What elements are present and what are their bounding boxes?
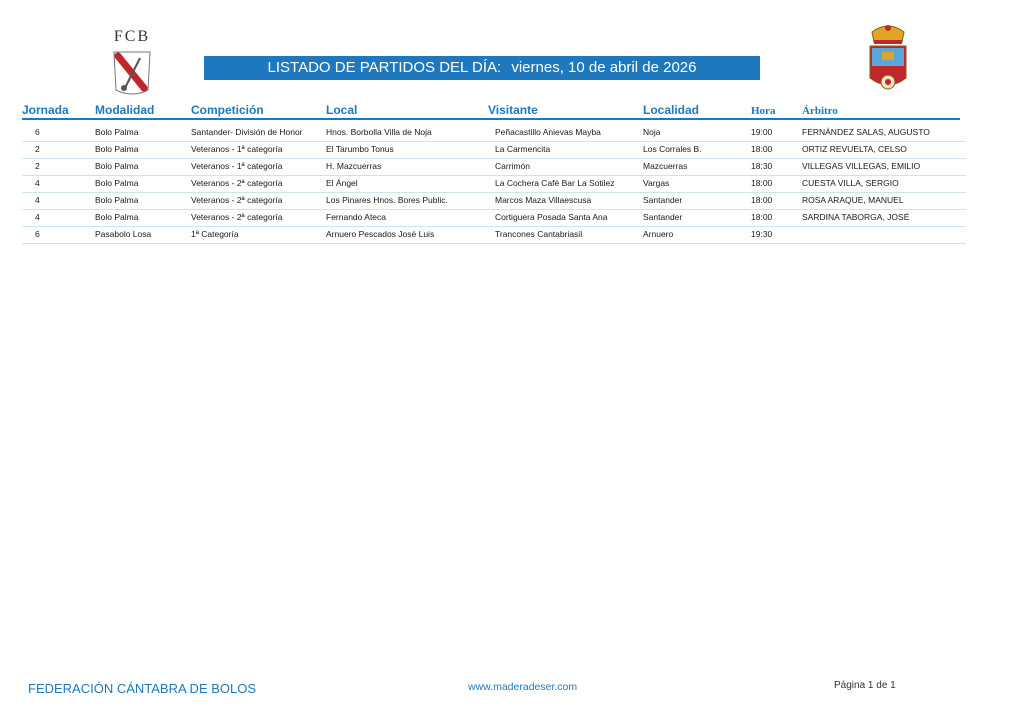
cell-jornada: 6 [35,229,40,239]
cell-hora: 19:00 [751,127,773,137]
footer-website-link[interactable]: www.maderadeser.com [468,681,578,693]
cell-jornada: 4 [35,195,40,205]
column-header-localidad: Localidad [643,103,700,117]
cell-hora: 18:00 [751,144,773,154]
cell-localidad: Mazcuerras [643,161,688,171]
crest-icon [864,22,912,102]
title-bar [204,56,760,80]
cell-modalidad: Bolo Palma [95,178,139,188]
table-row [22,124,966,142]
cell-competicion: Santander- División de Honor [191,127,303,137]
cell-modalidad: Bolo Palma [95,212,139,222]
cell-competicion: Veteranos - 2ª categoría [191,212,283,222]
cell-arbitro: SARDINA TABORGA, JOSÉ [802,212,910,222]
cell-visitante: Trancones Cantabriasil [495,229,583,239]
cell-local: Arnuero Pescados José Luis [326,229,435,239]
table-row [22,226,966,244]
header-divider [22,118,960,120]
cell-arbitro: ROSA ARAQUE, MANUEL [802,195,904,205]
cell-local: Fernando Ateca [326,212,387,222]
cell-local: El Ángel [326,178,358,188]
cell-competicion: 1ª Categoría [191,229,239,239]
column-header-jornada: Jornada [22,103,69,117]
cell-visitante: Cortiguera Posada Santa Ana [495,212,608,222]
table-row [22,209,966,227]
cell-jornada: 2 [35,161,40,171]
cell-local: El Tarumbo Tonus [326,144,394,154]
cell-hora: 18:00 [751,212,773,222]
cell-modalidad: Bolo Palma [95,127,139,137]
column-header-competicion: Competición [191,103,264,117]
cell-modalidad: Bolo Palma [95,161,139,171]
column-header-local: Local [326,103,358,117]
cell-visitante: La Carmencita [495,144,551,154]
cell-local: Hnos. Borbolla Villa de Noja [326,127,432,137]
bowling-pins-icon [110,50,154,98]
cell-local: Los Pinares Hnos. Bores Public. [326,195,448,205]
cell-arbitro: CUESTA VILLA, SERGIO [802,178,899,188]
column-header-arbitro: Árbitro [802,105,838,117]
cell-hora: 18:30 [751,161,773,171]
cell-localidad: Santander [643,212,683,222]
cell-hora: 18:00 [751,195,773,205]
cell-jornada: 2 [35,144,40,154]
table-row [22,175,966,193]
fcb-logo-letters: FCB [113,28,151,45]
column-header-modalidad: Modalidad [95,103,155,117]
fcb-logo [104,24,160,100]
cantabria-crest [864,22,912,102]
cell-arbitro: ORTIZ REVUELTA, CELSO [802,144,907,154]
footer-federation: FEDERACIÓN CÁNTABRA DE BOLOS [28,681,257,696]
cell-visitante: Peñacastillo Anievas Mayba [495,127,601,137]
cell-hora: 19:30 [751,229,773,239]
cell-jornada: 4 [35,178,40,188]
cell-localidad: Santander [643,195,683,205]
table-row [22,158,966,176]
column-header-visitante: Visitante [488,103,538,117]
cell-visitante: Marcos Maza Villaescusa [495,195,592,205]
cell-localidad: Arnuero [643,229,674,239]
cell-local: H. Mazcuerras [326,161,382,171]
cell-localidad: Los Corrales B. [643,144,702,154]
cell-hora: 18:00 [751,178,773,188]
cell-competicion: Veteranos - 2ª categoría [191,178,283,188]
cell-modalidad: Pasabolo Losa [95,229,152,239]
cell-jornada: 4 [35,212,40,222]
table-row [22,192,966,210]
cell-visitante: Carrimón [495,161,530,171]
cell-competicion: Veteranos - 1ª categoría [191,144,283,154]
cell-arbitro: FERNÁNDEZ SALAS, AUGUSTO [802,127,930,137]
cell-localidad: Vargas [643,178,670,188]
title-date: viernes, 10 de abril de 2026 [511,59,697,76]
title-label: LISTADO DE PARTIDOS DEL DÍA: [267,59,502,76]
cell-jornada: 6 [35,127,40,137]
cell-localidad: Noja [643,127,661,137]
cell-competicion: Veteranos - 1ª categoría [191,161,283,171]
table-row [22,141,966,159]
cell-modalidad: Bolo Palma [95,195,139,205]
cell-competicion: Veteranos - 2ª categoría [191,195,283,205]
column-header-hora: Hora [751,105,776,117]
cell-modalidad: Bolo Palma [95,144,139,154]
cell-visitante: La Cochera Café Bar La Sotilez [495,178,615,188]
footer-page-number: Página 1 de 1 [834,680,896,691]
cell-arbitro: VILLEGAS VILLEGAS, EMILIO [802,161,921,171]
